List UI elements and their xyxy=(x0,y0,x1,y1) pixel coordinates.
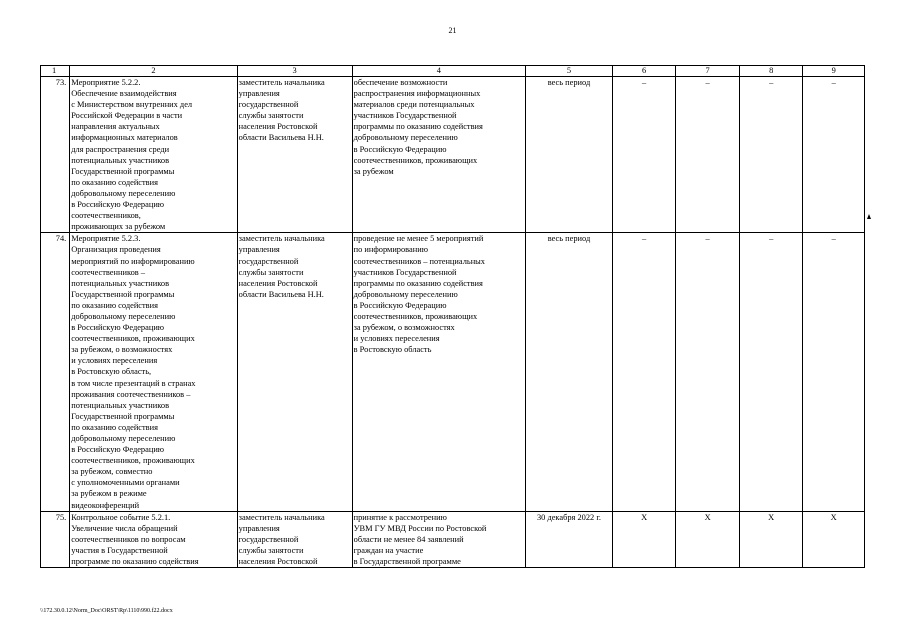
value-cell-c8: Х xyxy=(739,511,803,567)
name-line: Мероприятие 5.2.2. xyxy=(71,78,141,87)
result-line: участников Государственной xyxy=(353,111,457,121)
executor-line: службы занятости xyxy=(238,111,304,121)
name-line: за рубежом, совместно xyxy=(71,467,153,477)
result-line: за рубежом xyxy=(353,166,394,176)
result-line: распространения информационных xyxy=(353,89,481,99)
executor-line: заместитель начальника xyxy=(238,78,325,87)
name-line: в Российскую Федерацию xyxy=(71,323,165,333)
name-line: для распространения среди xyxy=(71,144,170,154)
header-row xyxy=(41,66,865,77)
col-header-3: 3 xyxy=(237,66,352,77)
margin-mark xyxy=(867,214,871,219)
name-line: и условиях переселения xyxy=(71,356,158,366)
expected-result-cell xyxy=(352,511,525,567)
executor-line: государственной xyxy=(238,534,299,544)
name-line: Увеличение числа обращений xyxy=(71,523,178,533)
name-line: добровольному переселению xyxy=(71,188,176,198)
row-number-cell: 74. xyxy=(41,233,70,511)
value-cell-c9: Х xyxy=(803,511,865,567)
col-header-1: 1 xyxy=(41,66,70,77)
name-line: с Министерством внутренних дел xyxy=(71,100,193,110)
name-line: Государственной программы xyxy=(71,166,175,176)
period-cell: весь период xyxy=(526,233,613,511)
result-line: материалов среди потенциальных xyxy=(353,100,475,110)
period-cell: 30 декабря 2022 г. xyxy=(526,511,613,567)
value-cell-c7: Х xyxy=(676,511,740,567)
result-line: участников Государственной xyxy=(353,267,457,277)
executor-line: управления xyxy=(238,89,280,99)
result-line: программы по оказанию содействия xyxy=(353,278,483,288)
value-cell-c9: – xyxy=(803,77,865,233)
executor-line: заместитель начальника xyxy=(238,234,325,244)
name-line: в том числе презентаций в странах xyxy=(71,378,196,388)
name-line: в Российскую Федерацию xyxy=(71,200,165,210)
executor-line: населения Ростовской xyxy=(238,122,318,132)
value-cell-c6: Х xyxy=(612,511,676,567)
name-line: информационных материалов xyxy=(71,133,178,143)
result-line: соотечественников, проживающих xyxy=(353,155,478,165)
name-line: Контрольное событие 5.2.1. xyxy=(71,512,171,522)
executor-line: управления xyxy=(238,245,280,255)
table-row xyxy=(41,511,865,567)
period-cell: весь период xyxy=(526,77,613,233)
executor-line: населения Ростовской xyxy=(238,278,318,288)
value-cell-c6: – xyxy=(612,233,676,511)
value-cell-c8: – xyxy=(739,233,803,511)
executor-line: государственной xyxy=(238,100,299,110)
expected-result-cell xyxy=(352,233,525,511)
name-line: соотечественников, проживающих xyxy=(71,334,195,344)
name-line: потенциальных участников xyxy=(71,278,170,288)
plan-table xyxy=(40,65,865,568)
result-line: области не менее 84 заявлений xyxy=(353,534,464,544)
name-line: направления актуальных xyxy=(71,122,160,132)
name-line: проживающих за рубежом xyxy=(71,222,166,232)
result-line: граждан на участие xyxy=(353,545,424,555)
row-number-cell: 75. xyxy=(41,511,70,567)
table-row xyxy=(41,233,865,511)
name-line: по оказанию содействия xyxy=(71,300,158,310)
value-cell-c7: – xyxy=(676,233,740,511)
name-line: соотечественников по вопросам xyxy=(71,534,186,544)
name-line: добровольному переселению xyxy=(71,311,176,321)
name-line: потенциальных участников xyxy=(71,155,170,165)
expected-result-cell xyxy=(352,77,525,233)
result-line: принятие к рассмотрению xyxy=(353,512,447,522)
result-line: и условиях переселения xyxy=(353,334,440,344)
value-cell-c8: – xyxy=(739,77,803,233)
file-path-footer: \\172.30.0.12\Norm_Doc\ORST\Rp\1110\990.f22.docx xyxy=(40,608,173,614)
result-line: соотечественников, проживающих xyxy=(353,311,478,321)
col-header-9: 9 xyxy=(803,66,865,77)
result-line: обеспечение возможности xyxy=(353,78,448,87)
value-cell-c6: – xyxy=(612,77,676,233)
name-line: Организация проведения xyxy=(71,245,161,255)
result-line: добровольному переселению xyxy=(353,289,458,299)
executor-line: области Васильева Н.Н. xyxy=(238,289,324,299)
col-header-7: 7 xyxy=(676,66,740,77)
name-line: в Ростовскую область, xyxy=(71,367,152,377)
name-line: потенциальных участников xyxy=(71,400,170,410)
result-line: в Государственной программе xyxy=(353,557,461,567)
name-line: соотечественников, проживающих xyxy=(71,456,195,466)
name-line: Государственной программы xyxy=(71,289,175,299)
name-line: с уполномоченными органами xyxy=(71,478,180,488)
activity-name-cell xyxy=(70,511,237,567)
page-number: 21 xyxy=(448,26,457,35)
name-line: мероприятий по информированию xyxy=(71,256,195,266)
name-line: Государственной программы xyxy=(71,411,175,421)
value-cell-c7: – xyxy=(676,77,740,233)
name-line: по оказанию содействия xyxy=(71,422,158,432)
result-line: по информированию xyxy=(353,245,428,255)
name-line: за рубежом в режиме xyxy=(71,489,147,499)
value-cell-c9: – xyxy=(803,233,865,511)
executor-line: области Васильева Н.Н. xyxy=(238,133,324,143)
result-line: проведение не менее 5 мероприятий xyxy=(353,234,484,244)
result-line: в Ростовскую область xyxy=(353,345,432,355)
result-line: соотечественников – потенциальных xyxy=(353,256,485,266)
name-line: проживания соотечественников – xyxy=(71,389,191,399)
result-line: программы по оказанию содействия xyxy=(353,122,483,132)
name-line: Российской Федерации в части xyxy=(71,111,183,121)
result-line: добровольному переселению xyxy=(353,133,458,143)
executor-line: управления xyxy=(238,523,280,533)
executor-cell xyxy=(237,77,352,233)
name-line: за рубежом, о возможностях xyxy=(71,345,173,355)
name-line: в Российскую Федерацию xyxy=(71,445,165,455)
name-line: видеоконференций xyxy=(71,500,140,510)
col-header-5: 5 xyxy=(526,66,613,77)
executor-line: службы занятости xyxy=(238,545,304,555)
name-line: добровольному переселению xyxy=(71,434,176,443)
result-line: в Российскую Федерацию xyxy=(353,144,447,154)
executor-line: службы занятости xyxy=(238,267,304,277)
col-header-6: 6 xyxy=(612,66,676,77)
result-line: за рубежом, о возможностях xyxy=(353,323,455,333)
row-number-cell: 73. xyxy=(41,77,70,233)
name-line: соотечественников, xyxy=(71,211,141,221)
col-header-8: 8 xyxy=(739,66,803,77)
executor-line: государственной xyxy=(238,256,299,266)
result-line: в Российскую Федерацию xyxy=(353,300,447,310)
name-line: Обеспечение взаимодействия xyxy=(71,89,177,99)
name-line: программе по оказанию содействия xyxy=(71,557,199,567)
executor-cell xyxy=(237,233,352,511)
executor-line: заместитель начальника xyxy=(238,512,325,522)
activity-name-cell xyxy=(70,77,237,233)
name-line: по оказанию содействия xyxy=(71,177,158,187)
col-header-4: 4 xyxy=(352,66,525,77)
name-line: Мероприятие 5.2.3. xyxy=(71,234,141,244)
name-line: участия в Государственной xyxy=(71,545,168,555)
table-row xyxy=(41,77,865,233)
executor-cell xyxy=(237,511,352,567)
col-header-2: 2 xyxy=(70,66,237,77)
name-line: соотечественников – xyxy=(71,267,146,277)
executor-line: населения Ростовской xyxy=(238,557,318,567)
activity-name-cell xyxy=(70,233,237,511)
result-line: УВМ ГУ МВД России по Ростовской xyxy=(353,523,487,533)
